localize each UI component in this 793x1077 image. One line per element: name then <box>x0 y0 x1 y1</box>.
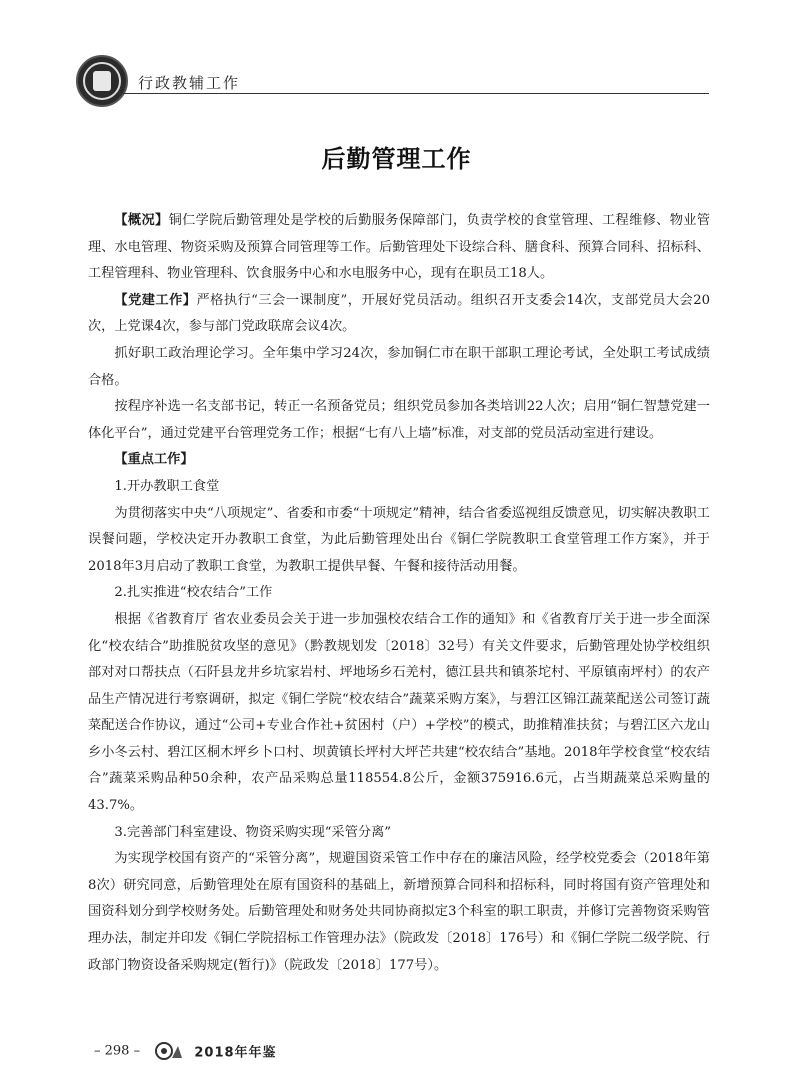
section-label: 【概况】 <box>114 213 169 228</box>
running-header: 行政教辅工作 <box>138 74 241 92</box>
paragraph: 【概况】铜仁学院后勤管理处是学校的后勤服务保障部门，负责学校的食堂管理、工程维修、物业管理、水电管理、物资采购及预算合同管理等工作。后勤管理处下设综合科、膳食科、预算合同科、招标科、工程管理科、物业管理科、饮食服务中心和水电服务中心，现有在职员工18人。 <box>88 213 711 282</box>
page-footer <box>94 1040 277 1062</box>
header-rule <box>116 93 709 94</box>
paragraph <box>88 447 710 474</box>
yearbook-emblem-icon <box>154 1040 184 1062</box>
paragraph: 根据《省教育厅 省农业委员会关于进一步加强校农结合工作的通知》和《省教育厅关于进一步全面深化“校农结合”助推脱贫攻坚的意见》（黔教规划发〔2018〕32号）有关文件要求，后勤管理处协学校组织部对对口帮扶点（石阡县龙井乡坑家岩村、坪地场乡石羌村，德江县共和镇茶坨村、平原镇南坪村）的农产品生产情况进行考察调研，拟定《铜仁学院“校农结合”蔬菜采购方案》，与碧江区锦江蔬菜配送公司签订蔬菜配送合作协议，通过“公司+专业合作社+贫困村（户）+学校”的模式，助推精准扶贫；与碧江区六龙山乡小冬云村、碧江区桐木坪乡卜口村、坝黄镇长坪村大坪芒共建“校农结合”基地。2018年学校食堂“校农结合”蔬菜采购品种50余种，农产品采购总量118554.8公斤，金额375916.6元，占当期蔬菜总采购量的43.7%。 <box>88 611 710 814</box>
paragraph: 按程序补选一名支部书记，转正一名预备党员；组织党员参加各类培训22人次；启用“铜仁智慧党建一体化平台”，通过党建平台管理党务工作；根据“七有八上墙”标准，对支部的党员活动室进行建设。 <box>88 399 710 441</box>
article-body <box>88 208 710 979</box>
page-title: 后勤管理工作 <box>321 145 472 173</box>
section-label: 【重点工作】 <box>114 452 194 468</box>
subheading: 2.扎实推进“校农结合”工作 <box>114 585 273 601</box>
school-logo-icon <box>76 55 128 107</box>
paragraph: 抓好职工政治理论学习。全年集中学习24次，参加铜仁市在职干部职工理论考试，全处职工考试成绩合格。 <box>88 345 710 388</box>
subheading: 3.完善部门科室建设、物资采购实现“采管分离” <box>114 824 392 840</box>
paragraph: 为实现学校国有资产的“采管分离”，规避国资采管工作中存在的廉洁风险，经学校党委会（2018年第8次）研究同意，后勤管理处在原有国资科的基础上，新增预算合同科和招标科，同时将国有资产管理处和国资科划分到学校财务处。后勤管理处和财务处共同协商拟定3个科室的职工职责，并修订完善物资采购管理办法，制定并印发《铜仁学院招标工作管理办法》（院政发〔2018〕176号）和《铜仁学院二级学院、行政部门物资设备采购规定(暂行)》（院政发〔2018〕177号）。 <box>88 851 710 973</box>
yearbook-title: 2018年年鉴 <box>194 1045 277 1061</box>
paragraph: 【党建工作】严格执行“三会一课制度”，开展好党员活动。组织召开支委会14次，支部党员大会20次，上党课4次，参与部门党政联席会议4次。 <box>88 292 711 335</box>
section-label: 【党建工作】 <box>114 292 197 308</box>
paragraph: 为贯彻落实中央“八项规定”、省委和市委“十项规定”精神，结合省委巡视组反馈意见，切实解决教职工误餐问题，学校决定开办教职工食堂，为此后勤管理处出台《铜仁学院教职工食堂管理工作方案》，并于2018年3月启动了教职工食堂，为教职工提供早餐、午餐和接待活动用餐。 <box>88 505 710 574</box>
subheading: 1.开办教职工食堂 <box>114 478 220 494</box>
page-number: – 298 – <box>94 1043 141 1059</box>
